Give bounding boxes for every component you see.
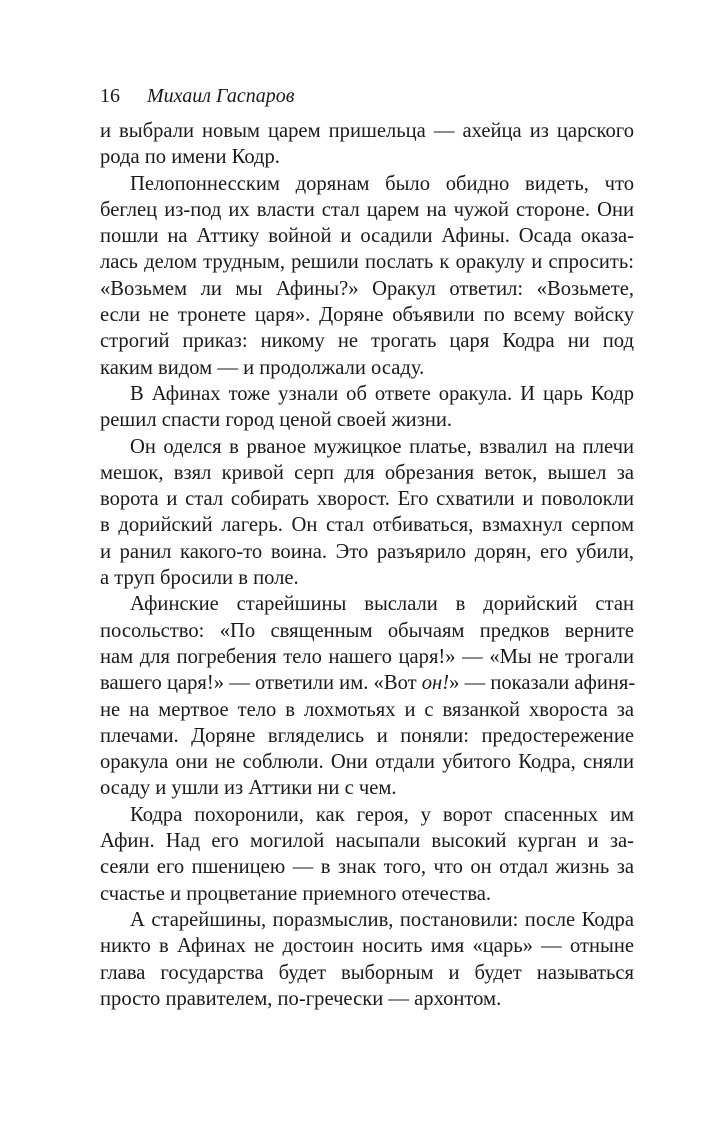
text-line: рода по имени Кодр. xyxy=(100,146,280,169)
text-line: осаду и ушли из Аттики ни с чем. xyxy=(100,777,397,800)
text-line: оракула они не соблюли. Они отдали убитого Кодра, сняли xyxy=(100,751,634,774)
text-line: глава государства будет выборным и будет называться xyxy=(100,961,634,984)
text-line: и выбрали новым царем пришельца — ахейца из царского xyxy=(100,120,634,142)
text-line: пошли на Аттику войной и осадили Афины. Осада оказа- xyxy=(100,225,634,248)
text-line: строгий приказ: никому не трогать царя Кодра ни под xyxy=(100,330,634,353)
emphasis: он! xyxy=(421,672,450,695)
text-line: если не тронете царя». Доряне объявили по всему войску xyxy=(100,304,634,327)
text-line: Афин. Над его могилой насыпали высокий курган и за- xyxy=(100,830,634,853)
text-line: ворота и стал собирать хворост. Его схватили и поволокли xyxy=(100,488,634,511)
running-title: Михаил Гаспаров xyxy=(147,85,295,107)
running-header xyxy=(100,84,294,108)
text-line: Кодра похоронили, как героя, у ворот спасенных им xyxy=(130,803,634,826)
text-line: Афинские старейшины выслали в дорийский стан xyxy=(130,593,634,616)
text-line: посольство: «По священным обычаям предков верните xyxy=(100,619,634,642)
text-line: В Афинах тоже узнали об ответе оракула. И царь Кодр xyxy=(130,382,634,405)
text-line: беглец из-под их власти стал царем на чужой стороне. Они xyxy=(100,198,634,221)
text-line: решил спасти город ценой своей жизни. xyxy=(100,409,453,432)
text-line: каким видом — и продолжали осаду. xyxy=(100,356,425,379)
body-text xyxy=(100,118,634,1012)
text-line: плечами. Доряне вгляделись и поняли: предостережение xyxy=(100,724,634,747)
text-line: лась делом трудным, решили послать к оракулу и спросить: xyxy=(100,251,634,274)
text-line: не на мертвое тело в лохмотьях и с вязанкой хвороста за xyxy=(100,698,634,721)
text-line: А старейшины, поразмыслив, постановили: после Кодра xyxy=(130,908,634,931)
text-line: и ранил какого-то воина. Это разъярило дорян, его убили, xyxy=(100,540,634,563)
text-line: просто правителем, по-гречески — архонтом. xyxy=(100,987,502,1010)
text-line: а труп бросили в поле. xyxy=(100,567,299,590)
page-number: 16 xyxy=(100,85,120,107)
text-line: мешок, взял кривой серп для обрезания веток, вышел за xyxy=(100,461,634,484)
text-line: сеяли его пшеницею — в знак того, что он отдал жизнь за xyxy=(100,856,634,879)
text-line: «Возьмем ли мы Афины?» Оракул ответил: «Возьмете, xyxy=(100,277,634,300)
text-line: Он оделся в рваное мужицкое платье, взвалил на плечи xyxy=(130,435,634,458)
text-line: нам для погребения тело нашего царя!» — «Мы не трогали xyxy=(100,645,634,668)
text-line: никто в Афинах не достоин носить имя «царь» — отныне xyxy=(100,935,634,958)
text-line: Пелопоннесским дорянам было обидно видеть, что xyxy=(130,172,634,195)
text-line: в дорийский лагерь. Он стал отбиваться, взмахнул серпом xyxy=(100,514,634,537)
text-line: вашего царя!» — ответили им. «Вот он!» — показали афиня- xyxy=(100,672,636,695)
text-line: счастье и процветание приемного отечества. xyxy=(100,882,492,905)
